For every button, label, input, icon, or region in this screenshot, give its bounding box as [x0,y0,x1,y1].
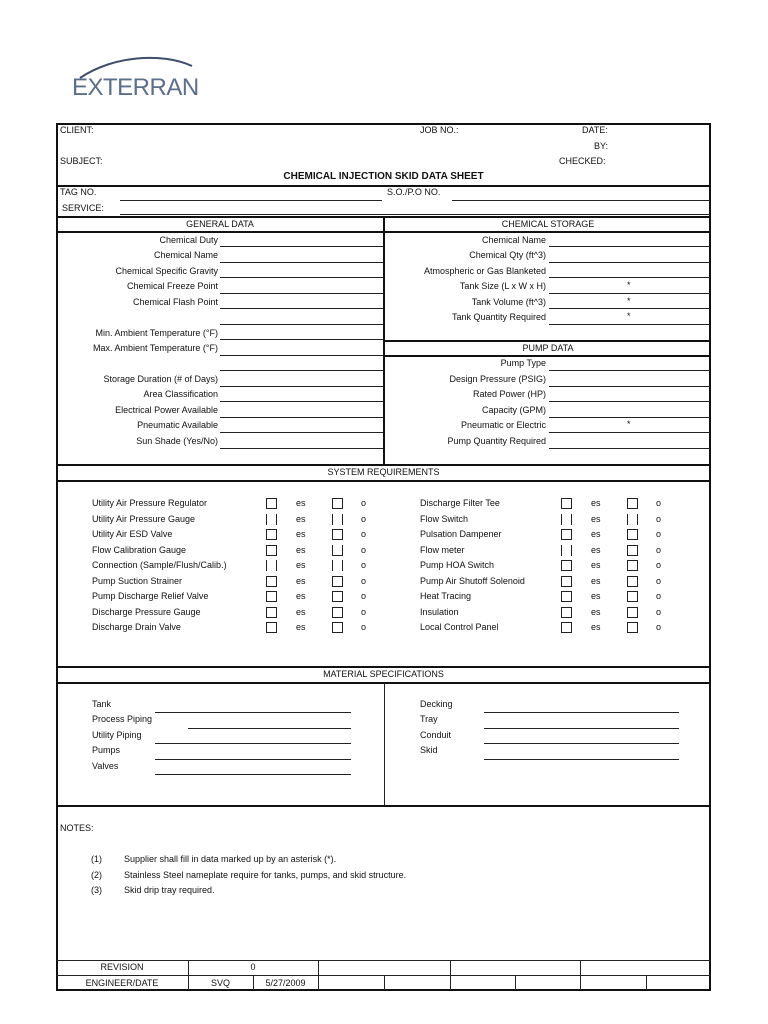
no-label: o [361,545,367,555]
no-checkbox[interactable] [332,560,343,571]
yes-label: es [591,529,601,539]
storage-field-label: Tank Volume (ft^3) [471,297,546,307]
storage-field-label: Tank Quantity Required [451,312,546,322]
yes-label: es [296,514,306,524]
yes-checkbox[interactable] [266,576,277,587]
general-field-label: Min. Ambient Temperature (°F) [95,328,218,338]
note-number: (1) [91,854,102,864]
material-input[interactable] [484,712,679,713]
pump-field-label: Design Pressure (PSIG) [449,374,546,384]
no-checkbox[interactable] [627,591,638,602]
requirement-label: Local Control Panel [420,622,499,632]
no-checkbox[interactable] [627,545,638,556]
pump-data-title: PUMP DATA [522,343,574,353]
no-checkbox[interactable] [627,498,638,509]
requirement-label: Pulsation Dampener [420,529,502,539]
notes-title: NOTES: [60,823,94,833]
engineer-date-label: ENGINEER/DATE [85,978,159,988]
logo-text: EXTERRAN [72,74,199,101]
material-label: Tray [420,714,438,724]
no-label: o [656,514,662,524]
yes-checkbox[interactable] [266,498,277,509]
storage-field-label: Atmospheric or Gas Blanketed [423,266,546,276]
no-label: o [656,529,662,539]
no-checkbox[interactable] [627,560,638,571]
divider [318,960,319,990]
system-requirements-title: SYSTEM REQUIREMENTS [327,467,440,477]
material-input[interactable] [155,712,351,713]
general-field-input[interactable] [220,417,383,418]
yes-label: es [591,622,601,632]
storage-field-input[interactable] [549,324,710,325]
revision-value: 0 [250,962,256,972]
yes-checkbox[interactable] [266,591,277,602]
no-label: o [656,498,662,508]
yes-checkbox[interactable] [561,607,572,618]
no-checkbox[interactable] [332,607,343,618]
client-label: CLIENT: [60,125,94,135]
divider [646,975,647,990]
material-label: Skid [420,745,438,755]
yes-checkbox[interactable] [561,514,572,525]
asterisk-mark: * [627,296,631,306]
storage-field-input[interactable] [549,262,710,263]
requirement-label: Utility Air Pressure Regulator [92,498,208,508]
yes-label: es [591,576,601,586]
no-checkbox[interactable] [627,576,638,587]
pump-field-input[interactable] [549,401,710,402]
yes-label: es [591,591,601,601]
pump-field-label: Rated Power (HP) [472,389,546,399]
yes-label: es [591,514,601,524]
checked-label: CHECKED: [559,156,606,166]
material-input[interactable] [484,743,679,744]
tag-no-label: TAG NO. [60,187,97,197]
material-input[interactable] [155,759,351,760]
material-label: Process Piping [92,714,153,724]
general-field-label: Chemical Duty [159,235,218,245]
yes-checkbox[interactable] [266,622,277,633]
service-line [120,214,710,215]
general-field-input[interactable] [220,293,383,294]
pump-field-input[interactable] [549,386,710,387]
general-data-title: GENERAL DATA [186,219,254,229]
material-input[interactable] [484,728,679,729]
general-field-label: Sun Shade (Yes/No) [136,436,218,446]
pump-field-label: Pump Quantity Required [447,436,546,446]
tag-no-line [120,200,382,201]
pump-field-label: Capacity (GPM) [481,405,546,415]
job-no-label: JOB NO.: [420,125,459,135]
yes-label: es [296,591,306,601]
storage-field-input[interactable] [549,293,710,294]
general-field-label: Chemical Freeze Point [126,281,218,291]
no-checkbox[interactable] [332,498,343,509]
general-field-input[interactable] [220,246,383,247]
yes-checkbox[interactable] [266,514,277,525]
yes-checkbox[interactable] [561,545,572,556]
no-label: o [361,591,367,601]
no-label: o [361,498,367,508]
divider [580,960,581,990]
general-field-input[interactable] [220,339,383,340]
yes-checkbox[interactable] [266,560,277,571]
requirement-label: Utility Air Pressure Gauge [92,514,196,524]
requirement-label: Pump HOA Switch [420,560,495,570]
requirement-label: Pump Air Shutoff Solenoid [420,576,525,586]
no-checkbox[interactable] [332,622,343,633]
no-checkbox[interactable] [627,622,638,633]
revision-date: 5/27/2009 [265,978,306,988]
general-field-input[interactable] [220,448,383,449]
general-field-label: Chemical Specific Gravity [115,266,218,276]
so-po-no-line [452,200,710,201]
general-field-label: Area Classification [143,389,218,399]
general-field-input[interactable] [220,324,383,325]
material-input[interactable] [188,728,351,729]
no-label: o [361,514,367,524]
no-label: o [656,622,662,632]
pump-field-label: Pump Type [500,358,546,368]
pump-field-input[interactable] [549,370,710,371]
divider [56,480,711,482]
general-field-input[interactable] [220,277,383,278]
no-checkbox[interactable] [332,591,343,602]
asterisk-mark: * [627,311,631,321]
page-title: CHEMICAL INJECTION SKID DATA SHEET [283,171,484,182]
yes-checkbox[interactable] [561,498,572,509]
general-field-input[interactable] [220,370,383,371]
pump-field-input[interactable] [549,432,710,433]
material-specifications-title: MATERIAL SPECIFICATIONS [323,669,444,679]
yes-checkbox[interactable] [561,529,572,540]
divider [384,683,385,805]
material-input[interactable] [484,759,679,760]
storage-field-input[interactable] [549,308,710,309]
yes-checkbox[interactable] [561,576,572,587]
no-label: o [656,560,662,570]
divider [450,960,451,990]
material-label: Conduit [420,730,452,740]
note-number: (2) [91,870,102,880]
no-label: o [361,622,367,632]
divider [56,185,711,187]
yes-checkbox[interactable] [266,529,277,540]
material-input[interactable] [155,774,351,775]
general-field-input[interactable] [220,386,383,387]
storage-field-input[interactable] [549,277,710,278]
no-label: o [361,576,367,586]
logo [72,52,202,102]
general-field-input[interactable] [220,308,383,309]
date-label: DATE: [582,125,608,135]
storage-field-label: Chemical Name [481,235,546,245]
no-checkbox[interactable] [627,514,638,525]
requirement-label: Discharge Filter Tee [420,498,500,508]
requirement-label: Insulation [420,607,459,617]
material-label: Valves [92,761,119,771]
so-po-no-label: S.O./P.O NO. [387,187,441,197]
no-checkbox[interactable] [332,576,343,587]
divider [383,340,711,342]
yes-checkbox[interactable] [561,622,572,633]
no-label: o [656,591,662,601]
divider [383,355,711,357]
subject-label: SUBJECT: [60,156,103,166]
yes-label: es [296,607,306,617]
requirement-label: Utility Air ESD Valve [92,529,173,539]
yes-label: es [591,560,601,570]
engineer-value: SVQ [210,978,230,988]
general-field-input[interactable] [220,401,383,402]
service-label: SERVICE: [62,203,104,213]
requirement-label: Heat Tracing [420,591,472,601]
no-label: o [656,576,662,586]
storage-field-label: Tank Size (L x W x H) [459,281,546,291]
storage-field-label: Chemical Qty (ft^3) [469,250,546,260]
no-label: o [656,607,662,617]
requirement-label: Pump Discharge Relief Valve [92,591,209,601]
general-field-label: Storage Duration (# of Days) [103,374,218,384]
asterisk-mark: * [627,280,631,290]
divider [515,975,516,990]
no-checkbox[interactable] [627,529,638,540]
note-text: Stainless Steel nameplate require for tanks, pumps, and skid structure. [124,870,407,880]
no-checkbox[interactable] [332,529,343,540]
general-field-label: Chemical Flash Point [132,297,218,307]
yes-checkbox[interactable] [266,545,277,556]
note-text: Supplier shall fill in data marked up by an asterisk (*). [124,854,337,864]
requirement-label: Discharge Drain Valve [92,622,181,632]
revision-label: REVISION [100,962,144,972]
yes-label: es [591,498,601,508]
note-text: Skid drip tray required. [124,885,215,895]
general-field-input[interactable] [220,262,383,263]
yes-label: es [296,560,306,570]
requirement-label: Connection (Sample/Flush/Calib.) [92,560,227,570]
pump-field-input[interactable] [549,448,710,449]
no-checkbox[interactable] [627,607,638,618]
note-number: (3) [91,885,102,895]
pump-field-label: Pneumatic or Electric [460,420,546,430]
material-input[interactable] [155,743,351,744]
general-field-input[interactable] [220,432,383,433]
by-label: BY: [594,141,609,151]
no-label: o [656,545,662,555]
yes-label: es [296,576,306,586]
divider [56,464,711,466]
storage-field-input[interactable] [549,246,710,247]
general-field-label: Max. Ambient Temperature (°F) [93,343,218,353]
yes-checkbox[interactable] [561,560,572,571]
general-field-label: Pneumatic Available [137,420,218,430]
divider [56,805,711,807]
requirement-label: Pump Suction Strainer [92,576,183,586]
general-field-input[interactable] [220,355,383,356]
divider [56,960,711,961]
material-label: Utility Piping [92,730,142,740]
material-label: Decking [420,699,453,709]
yes-label: es [296,545,306,555]
yes-checkbox[interactable] [266,607,277,618]
general-field-label: Chemical Name [153,250,218,260]
divider [384,975,385,990]
requirement-label: Flow Switch [420,514,469,524]
pump-field-input[interactable] [549,417,710,418]
yes-label: es [591,545,601,555]
asterisk-mark: * [627,419,631,429]
no-checkbox[interactable] [332,545,343,556]
no-label: o [361,560,367,570]
yes-label: es [591,607,601,617]
requirement-label: Flow meter [420,545,465,555]
no-label: o [361,607,367,617]
yes-label: es [296,529,306,539]
yes-label: es [296,498,306,508]
no-label: o [361,529,367,539]
yes-checkbox[interactable] [561,591,572,602]
chemical-storage-title: CHEMICAL STORAGE [501,219,595,229]
yes-label: es [296,622,306,632]
divider [56,666,711,668]
requirement-label: Discharge Pressure Gauge [92,607,201,617]
no-checkbox[interactable] [332,514,343,525]
material-label: Tank [92,699,112,709]
general-field-label: Electrical Power Available [115,405,218,415]
requirement-label: Flow Calibration Gauge [92,545,187,555]
material-label: Pumps [92,745,121,755]
